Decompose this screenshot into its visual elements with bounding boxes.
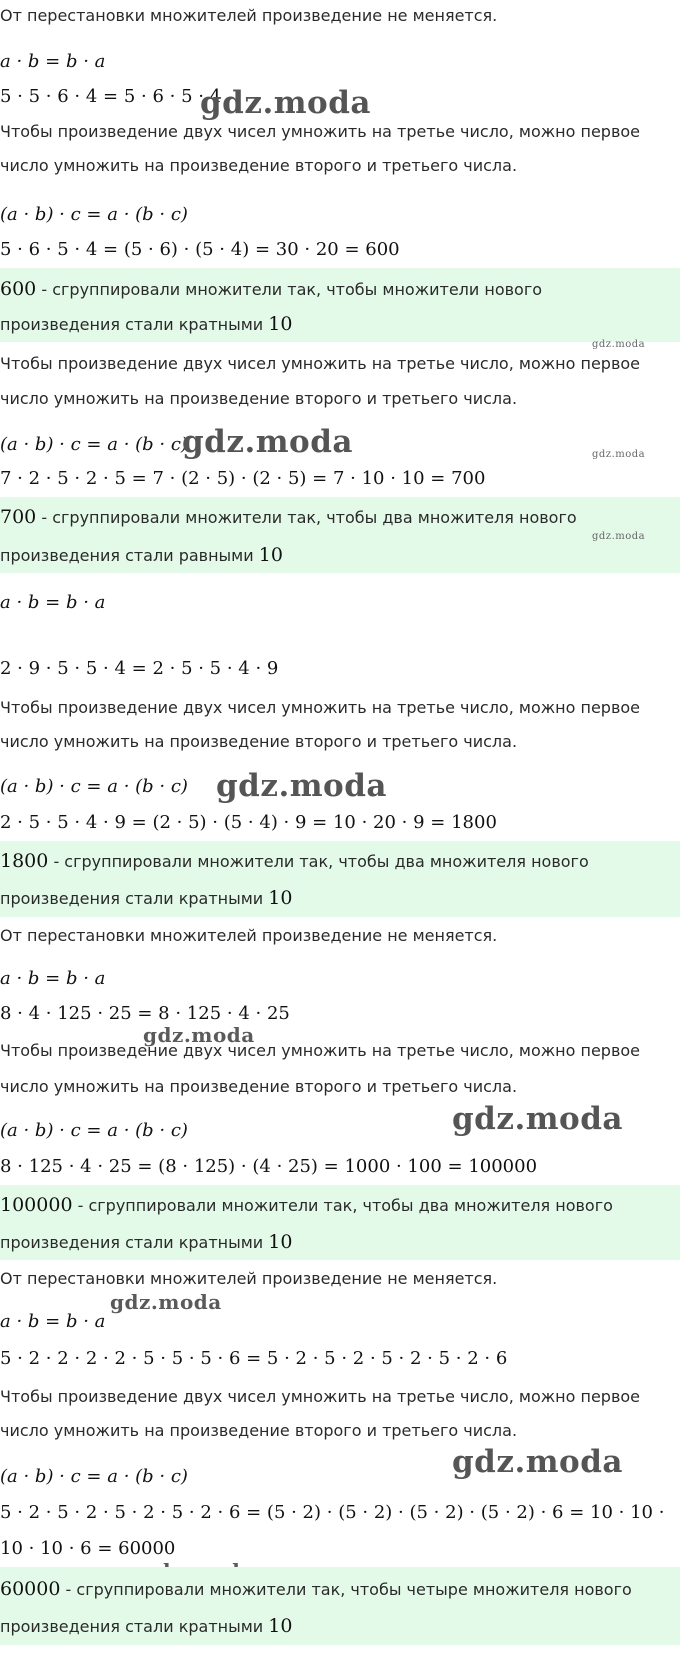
example-5-calc-line1: 5 · 2 · 5 · 2 · 5 · 2 · 5 · 2 · 6 = (5 · 2) · (5 · 2) · (5 · 2) · (5 · 2) · 6 = 10 · 10 · bbox=[0, 1502, 665, 1523]
watermark: gdz.moda bbox=[182, 424, 353, 460]
answer-note: - сгруппировали множители так, чтобы два множителя нового bbox=[48, 852, 589, 871]
formula-commutative: a · b = b · a bbox=[0, 1311, 106, 1332]
answer-multiple: 10 bbox=[268, 1231, 293, 1253]
formula-commutative: a · b = b · a bbox=[0, 968, 106, 989]
watermark: gdz.moda bbox=[110, 1290, 222, 1314]
rule-commutative: От перестановки множителей произведение не меняется. bbox=[0, 926, 498, 945]
answer-note: произведения стали кратными bbox=[0, 1617, 269, 1636]
rule-associative-line1: Чтобы произведение двух чисел умножить на третье число, можно первое bbox=[0, 354, 641, 373]
answer-value: 600 bbox=[0, 278, 37, 300]
answer-note: произведения стали кратными bbox=[0, 1233, 269, 1252]
watermark: gdz.moda bbox=[216, 768, 387, 804]
answer-1-line1 bbox=[0, 280, 542, 299]
answer-multiple: 10 bbox=[258, 544, 283, 566]
example-4-swap: 8 · 4 · 125 · 25 = 8 · 125 · 4 · 25 bbox=[0, 1003, 290, 1024]
formula-associative: (a · b) · c = a · (b · c) bbox=[0, 1120, 188, 1141]
answer-5-line1 bbox=[0, 1580, 632, 1599]
watermark: gdz.moda bbox=[143, 1023, 255, 1047]
answer-note: - сгруппировали множители так, чтобы четыре множителя нового bbox=[60, 1580, 632, 1599]
answer-value: 60000 bbox=[0, 1578, 61, 1600]
answer-note: произведения стали кратными bbox=[0, 315, 269, 334]
answer-4-line1 bbox=[0, 1196, 613, 1215]
answer-multiple: 10 bbox=[268, 887, 293, 909]
rule-associative-line2: число умножить на произведение второго и третьего числа. bbox=[0, 389, 518, 408]
rule-associative-line2: число умножить на произведение второго и третьего числа. bbox=[0, 1077, 518, 1096]
rule-associative-line2: число умножить на произведение второго и третьего числа. bbox=[0, 156, 518, 175]
formula-associative: (a · b) · c = a · (b · c) bbox=[0, 776, 188, 797]
watermark: gdz.moda bbox=[200, 85, 371, 121]
watermark: gdz.moda bbox=[592, 449, 646, 460]
example-2-calc: 7 · 2 · 5 · 2 · 5 = 7 · (2 · 5) · (2 · 5) = 7 · 10 · 10 = 700 bbox=[0, 468, 486, 489]
example-5-calc-line2: 10 · 10 · 6 = 60000 bbox=[0, 1538, 176, 1559]
answer-value: 100000 bbox=[0, 1194, 73, 1216]
rule-associative-line2: число умножить на произведение второго и третьего числа. bbox=[0, 1421, 518, 1440]
rule-associative-line1: Чтобы произведение двух чисел умножить на третье число, можно первое bbox=[0, 698, 641, 717]
rule-associative-line1: Чтобы произведение двух чисел умножить на третье число, можно первое bbox=[0, 1387, 641, 1406]
example-3-swap: 2 · 9 · 5 · 5 · 4 = 2 · 5 · 5 · 4 · 9 bbox=[0, 658, 279, 679]
answer-3-line1 bbox=[0, 852, 589, 871]
answer-note: - сгруппировали множители так, чтобы два множителя нового bbox=[36, 508, 577, 527]
formula-associative: (a · b) · c = a · (b · c) bbox=[0, 204, 188, 225]
watermark: gdz.moda bbox=[592, 531, 646, 542]
formula-associative: (a · b) · c = a · (b · c) bbox=[0, 434, 188, 455]
answer-note: - сгруппировали множители так, чтобы два множителя нового bbox=[72, 1196, 613, 1215]
answer-note: произведения стали равными bbox=[0, 546, 259, 565]
formula-commutative: a · b = b · a bbox=[0, 51, 106, 72]
answer-2-line2 bbox=[0, 546, 283, 565]
formula-associative: (a · b) · c = a · (b · c) bbox=[0, 1466, 188, 1487]
watermark: gdz.moda bbox=[452, 1444, 623, 1480]
example-1-swap: 5 · 5 · 6 · 4 = 5 · 6 · 5 · 4 bbox=[0, 86, 222, 107]
example-1-calc: 5 · 6 · 5 · 4 = (5 · 6) · (5 · 4) = 30 · 20 = 600 bbox=[0, 239, 400, 260]
rule-commutative: От перестановки множителей произведение не меняется. bbox=[0, 1269, 498, 1288]
answer-value: 1800 bbox=[0, 850, 49, 872]
example-5-swap: 5 · 2 · 2 · 2 · 2 · 5 · 5 · 5 · 6 = 5 · 2 · 5 · 2 · 5 · 2 · 5 · 2 · 6 bbox=[0, 1348, 508, 1369]
example-4-calc: 8 · 125 · 4 · 25 = (8 · 125) · (4 · 25) = 1000 · 100 = 100000 bbox=[0, 1156, 538, 1177]
answer-1-line2 bbox=[0, 315, 292, 334]
example-3-calc: 2 · 5 · 5 · 4 · 9 = (2 · 5) · (5 · 4) · 9 = 10 · 20 · 9 = 1800 bbox=[0, 812, 497, 833]
answer-multiple: 10 bbox=[268, 313, 293, 335]
answer-5-line2 bbox=[0, 1617, 292, 1636]
watermark: gdz.moda bbox=[592, 339, 646, 350]
answer-note: - сгруппировали множители так, чтобы множители нового bbox=[36, 280, 543, 299]
watermark: gdz.moda bbox=[452, 1101, 623, 1137]
answer-note: произведения стали кратными bbox=[0, 889, 269, 908]
answer-3-line2 bbox=[0, 889, 292, 908]
rule-commutative: От перестановки множителей произведение не меняется. bbox=[0, 6, 498, 25]
answer-4-line2 bbox=[0, 1233, 292, 1252]
answer-multiple: 10 bbox=[268, 1615, 293, 1637]
answer-2-line1 bbox=[0, 508, 577, 527]
formula-commutative: a · b = b · a bbox=[0, 592, 106, 613]
rule-associative-line2: число умножить на произведение второго и третьего числа. bbox=[0, 732, 518, 751]
rule-associative-line1: Чтобы произведение двух чисел умножить на третье число, можно первое bbox=[0, 122, 641, 141]
rule-associative-line1: Чтобы произведение двух чисел умножить на третье число, можно первое bbox=[0, 1041, 641, 1060]
answer-value: 700 bbox=[0, 506, 37, 528]
